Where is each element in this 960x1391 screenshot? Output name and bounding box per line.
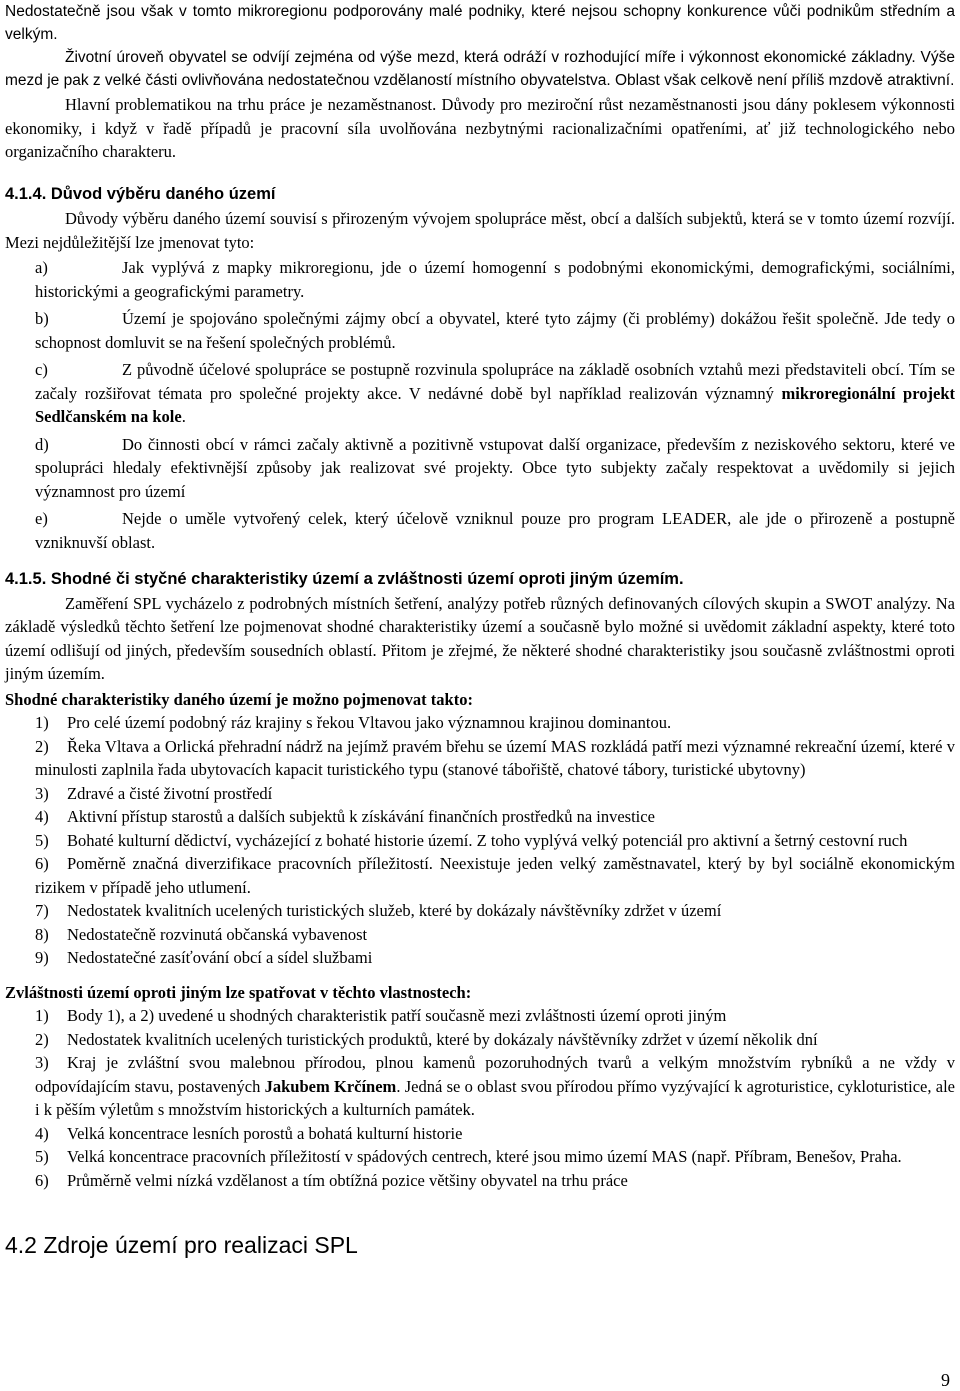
reasons-list xyxy=(5,256,955,554)
list-item-text: Jak vyplývá z mapky mikroregionu, jde o území homogenní s podobnými ekonomickými, demografickými, sociálními, historickými a geografickými parametry. xyxy=(35,258,955,301)
paragraph-small-businesses: Nedostatečně jsou však v tomto mikroregionu podporovány malé podniky, které nejsou schopny konkurence vůči podnikům středním a velkým. xyxy=(5,3,955,43)
list-item-text: Nedostatek kvalitních ucelených turistických produktů, které by dokázaly návštěvníky zdržet v území několik dní xyxy=(67,1029,818,1049)
list-item xyxy=(35,782,955,806)
list-item-text: Nejde o uměle vytvořený celek, který účelově vzniknul pouze pro program LEADER, ale jde o přirozeně a postupně vzniknuvší oblast. xyxy=(35,509,955,552)
paragraph-spl-focus: Zaměření SPL vycházelo z podrobných místních šetření, analýzy potřeb různých definovaných cílových skupin a SWOT analýzy. Na základě výsledků těchto šetření lze pojmenovat shodné charakteristiky území a současně bylo možné si uvědomit základní aspekty, které toto území odlišují od jiných, především sousedních oblastí. Přitom je zřejmé, že některé shodné charakteristiky jsou současně zvláštnostmi oproti jiným územím. xyxy=(5,593,955,683)
list-item-label: 3) xyxy=(35,783,49,803)
list-item-label: d) xyxy=(35,434,49,454)
list-item-text: Nedostatečně rozvinutá občanská vybavenost xyxy=(67,924,368,944)
list-item xyxy=(35,1122,955,1146)
list-item-label: 2) xyxy=(35,736,49,756)
list-item xyxy=(35,923,955,947)
list-item-text: Řeka Vltava a Orlická přehradní nádrž na jejímž pravém břehu se území MAS rozkládá patří mezi významné rekreační území, které v minulosti zaplnila řada ubytovacích kapacit turistického typu (stanové tábořiště, chatové tábory, turistické ubytovny) xyxy=(35,736,955,779)
heading-4-1-5: 4.1.5. Shodné či styčné charakteristiky území a zvláštnosti území oproti jiným územím. xyxy=(5,570,684,588)
list-item-label: a) xyxy=(35,258,48,277)
distinctive-features-list xyxy=(5,1004,955,1192)
list-item xyxy=(35,735,955,782)
list-item xyxy=(35,1004,955,1028)
list-item-text-end: . Jedná se o oblast svou přírodou přímo vyzývající k agroturistice, cykloturistice, ale i k pěším výletům s množstvím historických a kulturních památek. xyxy=(35,1076,955,1119)
list-item-label: 4) xyxy=(35,1123,49,1143)
list-item xyxy=(35,1051,955,1122)
paragraph-selection-reasons: Důvody výběru daného území souvisí s přirozeným vývojem spolupráce měst, obcí a dalších subjektů, která se v tomto území rozvíjí. Mezi nejdůležitější lze jmenovat tyto: xyxy=(5,209,955,252)
list-item-text: Nedostatečné zasíťování obcí a sídel službami xyxy=(67,948,373,967)
list-item-text: Pro celé území podobný ráz krajiny s řekou Vltavou jako významnou krajinou dominantou. xyxy=(67,713,672,732)
list-item xyxy=(35,358,955,429)
list-item xyxy=(35,829,955,853)
heading-4-2: 4.2 Zdroje území pro realizaci SPL xyxy=(5,1232,358,1258)
list-item-label: 1) xyxy=(35,1006,49,1025)
list-item-text: Aktivní přístup starostů a dalších subjektů k získávání finančních prostředků na investice xyxy=(67,807,655,826)
list-item-label: 6) xyxy=(35,1170,49,1190)
list-item xyxy=(35,433,955,504)
list-item-label: 8) xyxy=(35,924,49,944)
list-item-text: Kraj je zvláštní svou malebnou přírodou, plnou kamenů pozoruhodných tvarů a velkým množstvím rybníků a ne vždy v odpovídajícím stavu, postavených xyxy=(35,1053,955,1096)
list-item xyxy=(35,899,955,923)
list-item xyxy=(35,805,955,829)
paragraph-unemployment: Hlavní problematikou na trhu práce je nezaměstnanost. Důvody pro meziroční růst nezaměstnanosti jsou dány poklesem výkonnosti ekonomiky, i když v řadě případů je pracovní síla uvolňována nezbytnými racionalizačními opatřeními, ať již technologického nebo organizačního charakteru. xyxy=(5,95,955,161)
list-item-text: Body 1), a 2) uvedené u shodných charakteristik patří současně mezi zvláštnosti území oproti jiným xyxy=(67,1006,727,1025)
heading-4-1-4: 4.1.4. Důvod výběru daného území xyxy=(5,184,276,203)
list-item-text: Bohaté kulturní dědictví, vycházející z bohaté historie území. Z toho vyplývá velký potenciál pro aktivní a šetrný cestovní ruch xyxy=(67,830,908,850)
list-item-text: Velká koncentrace lesních porostů a bohatá kulturní historie xyxy=(67,1123,463,1143)
common-characteristics-list xyxy=(5,711,955,970)
list-item-label: 2) xyxy=(35,1029,49,1049)
heading-common-characteristics: Shodné charakteristiky daného území je možno pojmenovat takto: xyxy=(5,689,473,709)
list-item xyxy=(35,507,955,554)
list-item-text: Z původně účelové spolupráce se postupně rozvinula spolupráce na základě osobních vztahů mezi představiteli obcí. Tím se začaly rozšiřovat témata pro společné projekty akce. V nedávné době byl například realizován významný xyxy=(35,360,955,403)
list-item xyxy=(35,1028,955,1052)
list-item-label: e) xyxy=(35,509,48,528)
list-item-label: 4) xyxy=(35,807,49,826)
list-item-label: 9) xyxy=(35,948,49,967)
list-item-text: Zdravé a čisté životní prostředí xyxy=(67,783,273,803)
list-item-text: Velká koncentrace pracovních příležitostí v spádových centrech, které jsou mimo území MAS (např. Příbram, Benešov, Praha. xyxy=(67,1147,902,1166)
heading-distinctive-features: Zvláštnosti území oproti jiným lze spatřovat v těchto vlastnostech: xyxy=(5,982,472,1002)
list-item-text: Území je spojováno společnými zájmy obcí a obyvatel, které tyto zájmy (či problémy) dokážou řešit společně. Jde tedy o schopnost domluvit se na řešení společných problémů. xyxy=(35,309,955,352)
list-item xyxy=(35,256,955,303)
list-item-label: 5) xyxy=(35,830,49,850)
list-item xyxy=(35,1145,955,1169)
list-item-label: 5) xyxy=(35,1147,49,1166)
list-item-label: 7) xyxy=(35,901,49,920)
list-item xyxy=(35,1169,955,1193)
list-item-bold-text: Jakubem Krčínem xyxy=(264,1076,397,1096)
list-item-text: Poměrně značná diverzifikace pracovních příležitostí. Neexistuje jeden velký zaměstnavatel, který by byl sociálně ekonomickým rizikem v případě jeho utlumení. xyxy=(35,854,955,897)
list-item-label: c) xyxy=(35,360,48,379)
list-item-text: Průměrně velmi nízká vzdělanost a tím obtížná pozice většiny obyvatel na trhu práce xyxy=(67,1170,628,1190)
list-item xyxy=(35,307,955,354)
list-item-label: 3) xyxy=(35,1053,49,1072)
list-item-text-end: . xyxy=(181,407,186,426)
document-page xyxy=(5,0,955,1260)
list-item-label: 1) xyxy=(35,713,49,732)
page-number: 9 xyxy=(941,1370,950,1390)
list-item-bold-text: mikroregionální projekt Sedlčanském na kole xyxy=(35,383,955,426)
list-item xyxy=(35,946,955,970)
list-item xyxy=(35,852,955,899)
list-item-label: 6) xyxy=(35,854,49,873)
list-item-label: b) xyxy=(35,309,49,328)
list-item xyxy=(35,711,955,735)
list-item-text: Do činnosti obcí v rámci začaly aktivně a pozitivně vstupovat další organizace, především z neziskového sektoru, které ve spolupráci hledaly efektivnější způsoby jak realizovat své projekty. Obce tyto subjekty začaly respektovat a uvědomily si jejich významnost pro území xyxy=(35,434,955,501)
paragraph-living-standard: Životní úroveň obyvatel se odvíjí zejména od výše mezd, která odráží v rozhodující míře i výkonnost ekonomické základny. Výše mezd je pak z velké části ovlivňována nedostatečnou vzdělaností místního obyvatelstva. Oblast však celkově není příliš mzdově atraktivní. xyxy=(5,49,955,89)
list-item-text: Nedostatek kvalitních ucelených turistických služeb, které by dokázaly návštěvníky zdržet v území xyxy=(67,901,722,920)
